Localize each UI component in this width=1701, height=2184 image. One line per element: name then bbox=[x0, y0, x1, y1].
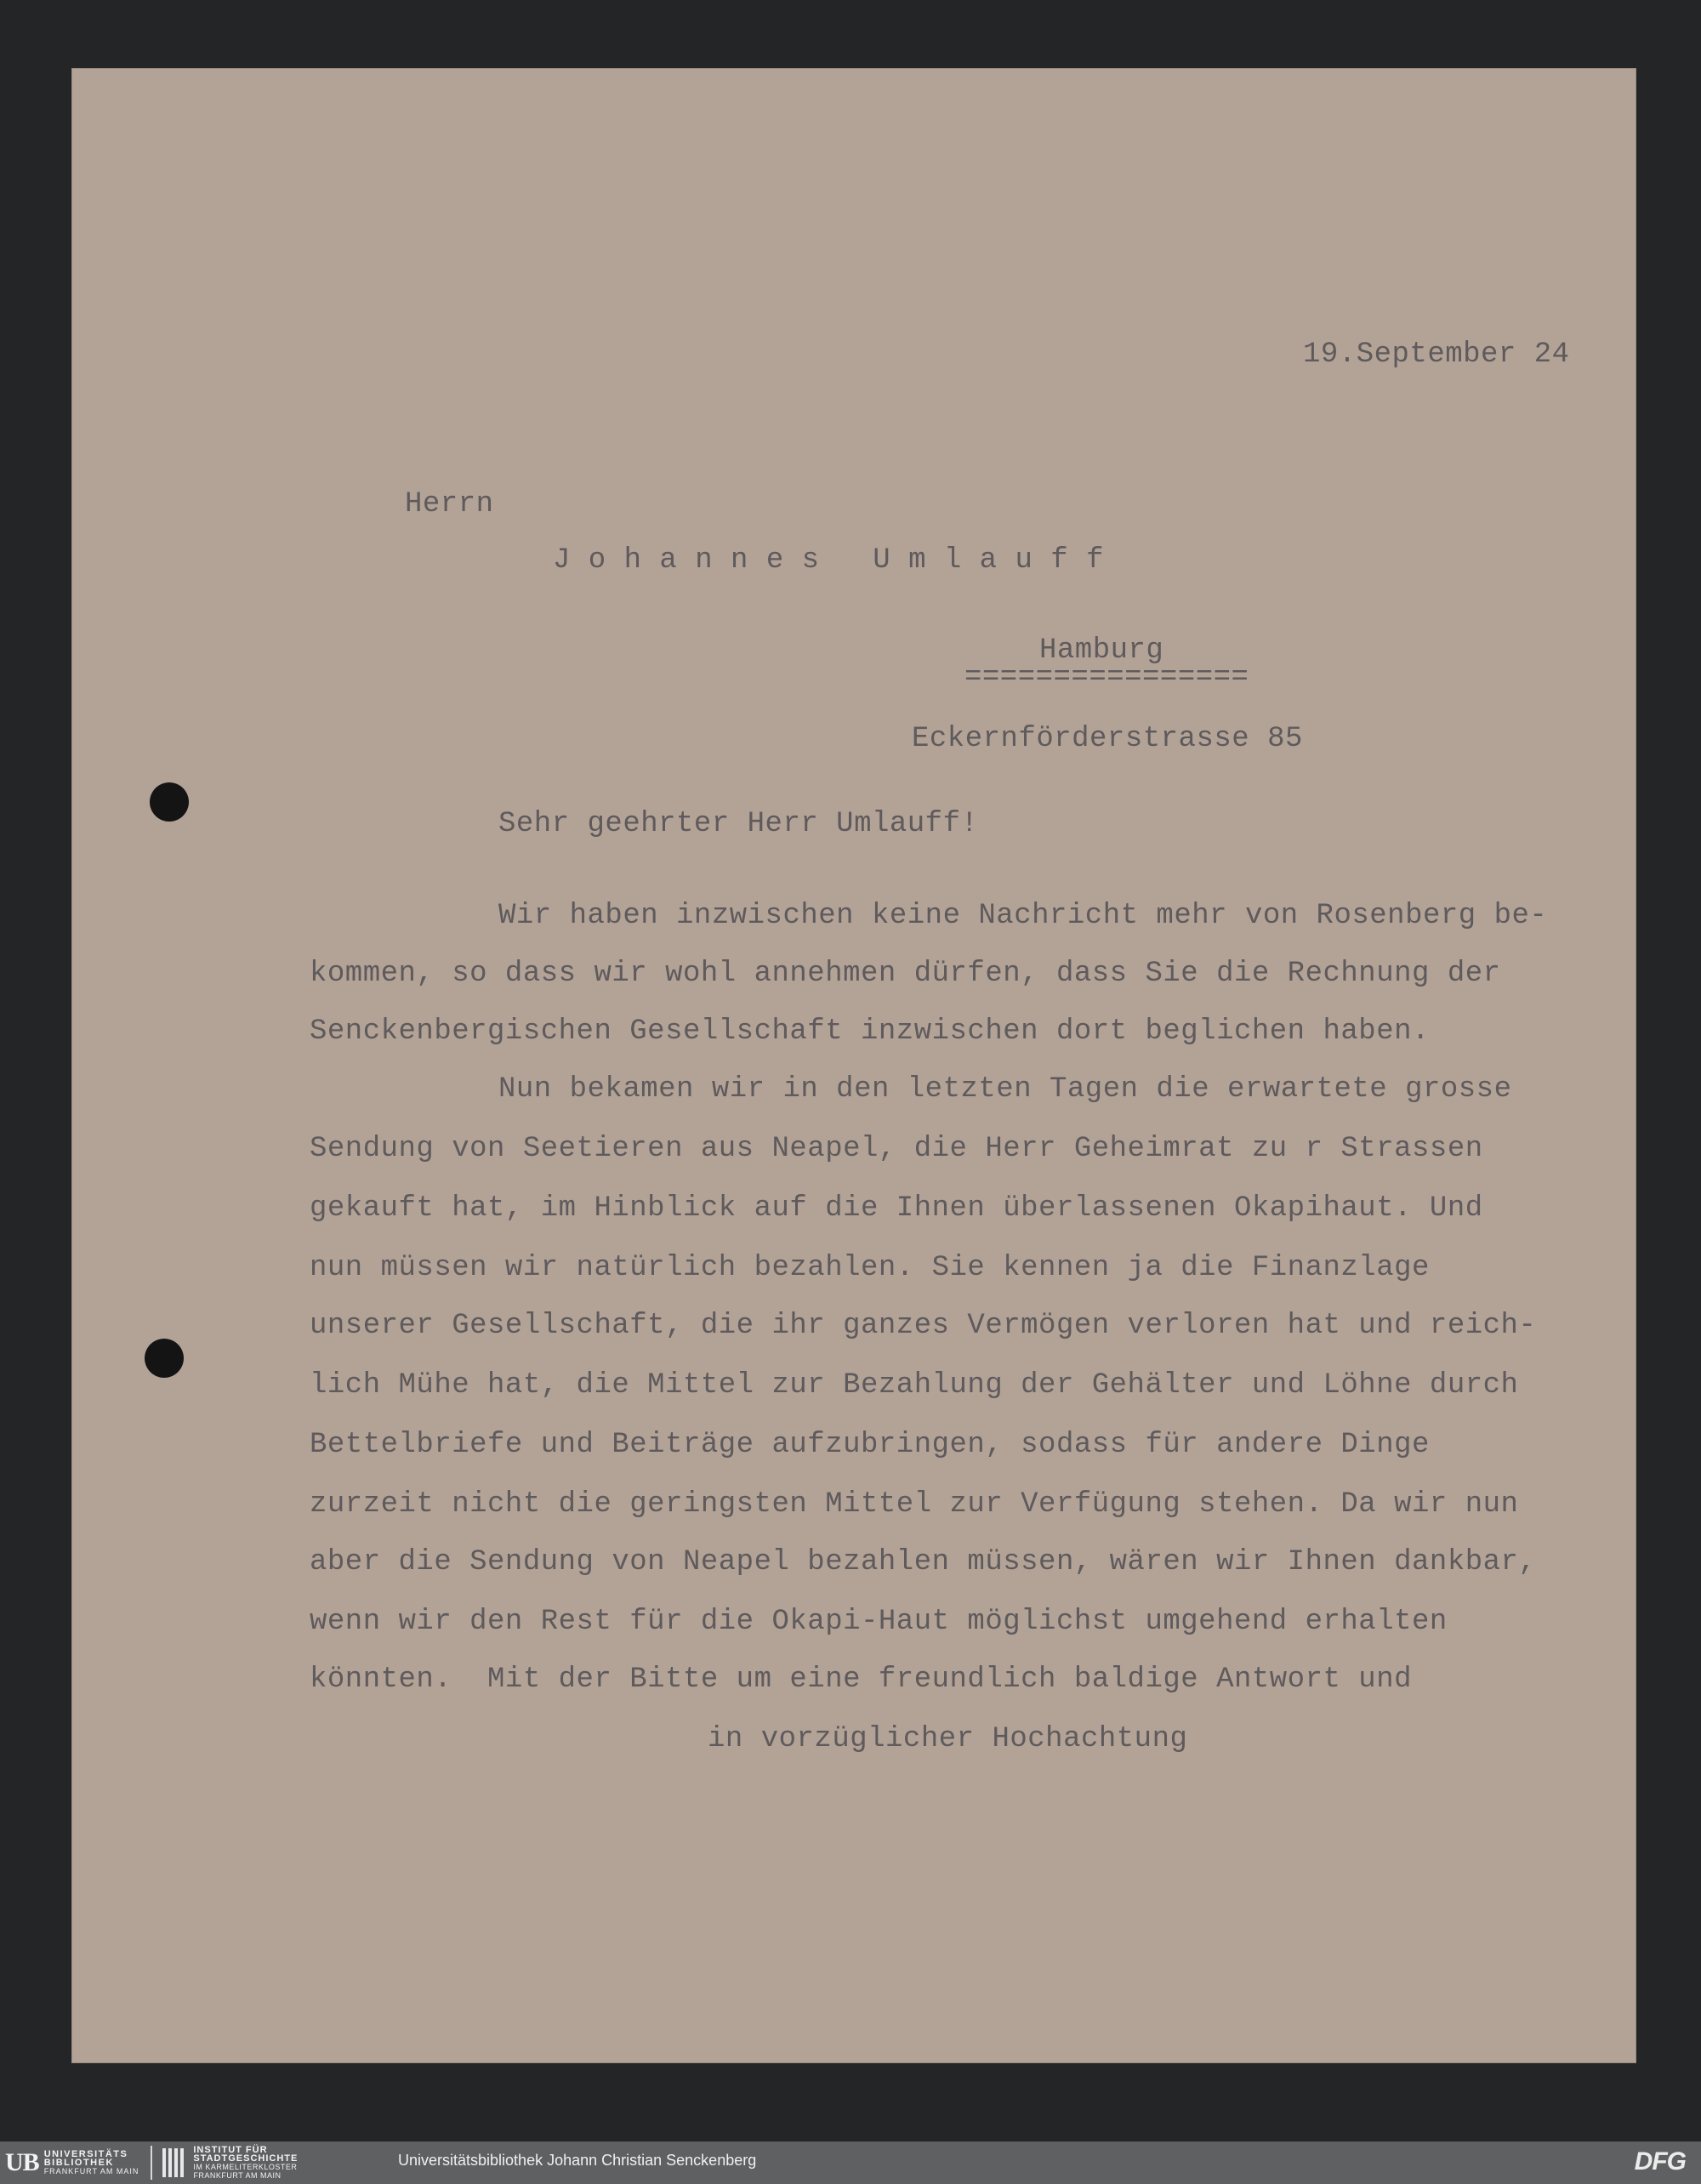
footer-bar bbox=[0, 2141, 1701, 2184]
body-line: aber die Sendung von Neapel bezahlen müssen, wären wir Ihnen dankbar, bbox=[310, 1546, 1537, 1578]
city-underline: ================ bbox=[964, 662, 1249, 694]
institute-pillars-icon bbox=[162, 2148, 186, 2177]
inst-line4: FRANKFURT AM MAIN bbox=[193, 2171, 282, 2180]
letter-paper bbox=[71, 68, 1636, 2063]
body-line: unserer Gesellschaft, die ihr ganzes Vermögen verloren hat und reich- bbox=[310, 1310, 1537, 1342]
letter-date: 19.September 24 bbox=[1303, 338, 1570, 371]
footer-divider bbox=[151, 2146, 152, 2180]
letter-closing: in vorzüglicher Hochachtung bbox=[708, 1723, 1188, 1755]
dfg-logo: DFG bbox=[1634, 2147, 1686, 2175]
body-line: zurzeit nicht die geringsten Mittel zur Verfügung stehen. Da wir nun bbox=[310, 1488, 1519, 1521]
ub-line3: FRANKFURT AM MAIN bbox=[43, 2167, 139, 2175]
punch-hole-bottom bbox=[145, 1339, 184, 1378]
ub-line1: UNIVERSITÄTS bbox=[43, 2149, 128, 2159]
body-line: lich Mühe hat, die Mittel zur Bezahlung der Gehälter und Löhne durch bbox=[310, 1369, 1519, 1402]
body-line: könnten. Mit der Bitte um eine freundlich baldige Antwort und bbox=[310, 1664, 1413, 1696]
body-line: Wir haben inzwischen keine Nachricht mehr von Rosenberg be- bbox=[498, 900, 1548, 932]
ub-logo-text bbox=[44, 2150, 139, 2175]
body-line: Bettelbriefe und Beiträge aufzubringen, sodass für andere Dinge bbox=[310, 1429, 1430, 1461]
punch-hole-top bbox=[150, 782, 189, 822]
institute-logo-text bbox=[193, 2146, 298, 2180]
library-name: Universitätsbibliothek Johann Christian Senckenberg bbox=[398, 2152, 757, 2169]
letter-greeting: Sehr geehrter Herr Umlauff! bbox=[498, 808, 979, 840]
body-line: Nun bekamen wir in den letzten Tagen die erwartete grosse bbox=[498, 1073, 1512, 1106]
inst-line3: IM KARMELITERKLOSTER bbox=[193, 2163, 298, 2171]
ub-logo bbox=[5, 2146, 139, 2180]
body-line: Senckenbergischen Gesellschaft inzwischen dort beglichen haben. bbox=[310, 1015, 1430, 1048]
ub-mark: UB bbox=[5, 2148, 39, 2176]
inst-line2: STADTGESCHICHTE bbox=[193, 2153, 299, 2164]
body-line: gekauft hat, im Hinblick auf die Ihnen überlassenen Okapihaut. Und bbox=[310, 1192, 1483, 1225]
recipient-name: J o h a n n e s U m l a u f f bbox=[553, 544, 1105, 577]
recipient-salutation: Herrn bbox=[405, 488, 494, 520]
recipient-city: Hamburg bbox=[1039, 634, 1164, 667]
body-line: Sendung von Seetieren aus Neapel, die Herr Geheimrat zu r Strassen bbox=[310, 1133, 1483, 1165]
body-line: kommen, so dass wir wohl annehmen dürfen, dass Sie die Rechnung der bbox=[310, 958, 1501, 990]
body-line: nun müssen wir natürlich bezahlen. Sie kennen ja die Finanzlage bbox=[310, 1252, 1430, 1284]
ub-line2: BIBLIOTHEK bbox=[43, 2158, 114, 2168]
recipient-street: Eckernförderstrasse 85 bbox=[912, 723, 1303, 755]
inst-line1: INSTITUT FÜR bbox=[193, 2145, 268, 2155]
body-line: wenn wir den Rest für die Okapi-Haut möglichst umgehend erhalten bbox=[310, 1606, 1448, 1638]
